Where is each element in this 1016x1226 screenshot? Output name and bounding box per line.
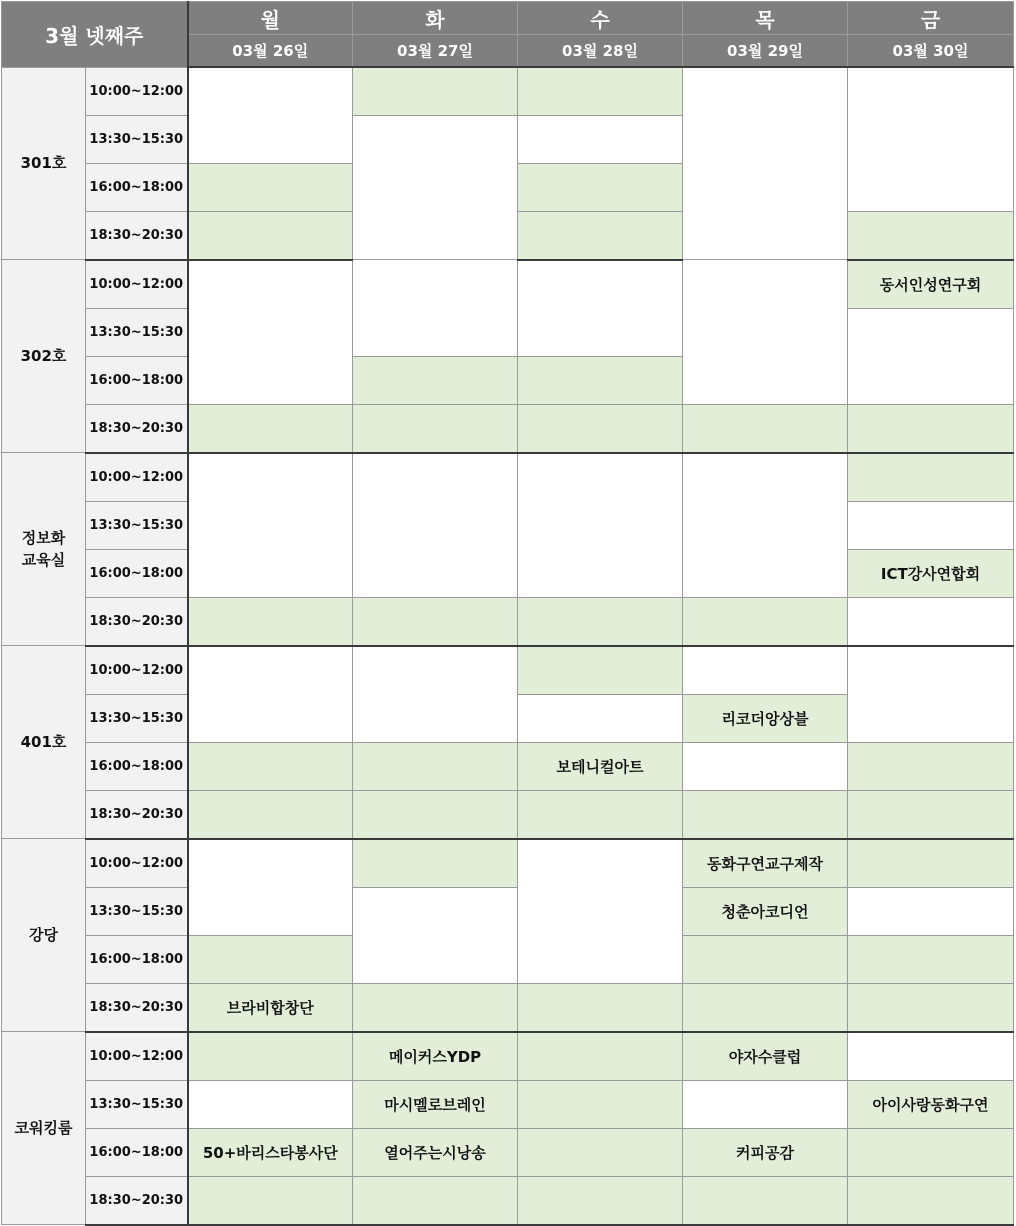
slot-wed [518,694,683,742]
slot-fri: 아이사랑동화구연 [848,1080,1014,1128]
time-slot-label: 16:00~18:00 [86,163,188,211]
slot-thu [683,790,848,839]
slot-fri [848,1128,1014,1176]
slot-wed [518,597,683,646]
slot-tue: 메이커스YDP [353,1032,518,1081]
day-header-wed: 수 [518,2,683,35]
slot-wed [518,356,683,404]
time-slot-label: 13:30~15:30 [86,501,188,549]
slot-wed [518,646,683,695]
time-slot-label: 13:30~15:30 [86,887,188,935]
slot-tue [353,1176,518,1225]
time-slot-label: 18:30~20:30 [86,790,188,839]
slot-wed [518,163,683,211]
slot-wed [518,211,683,260]
slot-fri [848,453,1014,502]
time-slot-label: 13:30~15:30 [86,115,188,163]
table-row [2,453,1014,502]
time-slot-label: 10:00~12:00 [86,453,188,502]
slot-tue: 열어주는시낭송 [353,1128,518,1176]
slot-mon [188,67,353,163]
slot-wed [518,983,683,1032]
slot-tue [353,839,518,888]
slot-wed [518,453,683,598]
slot-mon [188,935,353,983]
table-row [2,260,1014,309]
slot-fri [848,404,1014,453]
slot-fri [848,67,1014,211]
slot-tue [353,115,518,260]
slot-fri [848,1032,1014,1081]
time-slot-label: 10:00~12:00 [86,839,188,888]
table-row [2,983,1014,1032]
slot-wed [518,1080,683,1128]
day-header-tue: 화 [353,2,518,35]
slot-mon [188,646,353,743]
slot-thu: 커피공감 [683,1128,848,1176]
time-slot-label: 10:00~12:00 [86,1032,188,1081]
date-header-wed: 03월 28일 [518,35,683,68]
slot-fri: 동서인성연구회 [848,260,1014,309]
table-row [2,742,1014,790]
room-label: 강당 [2,839,86,1032]
slot-tue [353,453,518,598]
slot-mon [188,211,353,260]
slot-mon [188,790,353,839]
day-header-thu: 목 [683,2,848,35]
room-label: 401호 [2,646,86,839]
slot-thu [683,742,848,790]
date-header-mon: 03월 26일 [188,35,353,68]
slot-thu [683,983,848,1032]
time-slot-label: 16:00~18:00 [86,549,188,597]
slot-wed [518,1128,683,1176]
slot-fri [848,1176,1014,1225]
slot-thu: 청춘아코디언 [683,887,848,935]
slot-thu [683,453,848,598]
slot-fri [848,887,1014,935]
slot-thu [683,1080,848,1128]
slot-fri [848,646,1014,743]
slot-wed [518,115,683,163]
time-slot-label: 16:00~18:00 [86,935,188,983]
slot-tue [353,597,518,646]
slot-mon [188,260,353,405]
table-row [2,887,1014,935]
table-row [2,1080,1014,1128]
table-row [2,646,1014,695]
time-slot-label: 13:30~15:30 [86,308,188,356]
slot-mon [188,1080,353,1128]
date-header-fri: 03월 30일 [848,35,1014,68]
date-header-tue: 03월 27일 [353,35,518,68]
slot-mon [188,404,353,453]
slot-thu: 야자수클럽 [683,1032,848,1081]
slot-tue: 마시멜로브레인 [353,1080,518,1128]
time-slot-label: 10:00~12:00 [86,67,188,115]
table-row [2,1176,1014,1225]
time-slot-label: 13:30~15:30 [86,1080,188,1128]
time-slot-label: 18:30~20:30 [86,983,188,1032]
slot-fri [848,308,1014,404]
time-slot-label: 18:30~20:30 [86,1176,188,1225]
table-row [2,1128,1014,1176]
time-slot-label: 10:00~12:00 [86,646,188,695]
room-label: 정보화 교육실 [2,453,86,646]
slot-fri [848,839,1014,888]
room-label: 302호 [2,260,86,453]
slot-wed [518,404,683,453]
slot-thu [683,67,848,260]
room-label: 301호 [2,67,86,260]
slot-wed [518,1032,683,1081]
slot-fri: ICT강사연합회 [848,549,1014,597]
time-slot-label: 18:30~20:30 [86,597,188,646]
slot-mon: 50+바리스타봉사단 [188,1128,353,1176]
table-row [2,1032,1014,1081]
slot-fri [848,790,1014,839]
time-slot-label: 16:00~18:00 [86,356,188,404]
slot-tue [353,887,518,983]
slot-thu [683,404,848,453]
slot-wed [518,1176,683,1225]
table-row [2,790,1014,839]
table-row [2,67,1014,115]
time-slot-label: 10:00~12:00 [86,260,188,309]
slot-mon [188,453,353,598]
slot-tue [353,67,518,115]
slot-tue [353,646,518,743]
slot-thu [683,260,848,405]
time-slot-label: 18:30~20:30 [86,211,188,260]
slot-tue [353,790,518,839]
slot-wed [518,839,683,984]
time-slot-label: 16:00~18:00 [86,742,188,790]
slot-tue [353,983,518,1032]
time-slot-label: 13:30~15:30 [86,694,188,742]
slot-mon [188,1176,353,1225]
slot-fri [848,211,1014,260]
table-row [2,597,1014,646]
slot-thu [683,1176,848,1225]
day-header-mon: 월 [188,2,353,35]
slot-tue [353,404,518,453]
slot-fri [848,983,1014,1032]
table-row [2,839,1014,888]
slot-mon [188,742,353,790]
room-label: 코워킹룸 [2,1032,86,1225]
slot-thu [683,597,848,646]
slot-mon [188,163,353,211]
slot-fri [848,501,1014,549]
slot-thu: 동화구연교구제작 [683,839,848,888]
slot-mon [188,1032,353,1081]
slot-mon [188,839,353,936]
time-slot-label: 18:30~20:30 [86,404,188,453]
slot-thu [683,935,848,983]
slot-thu: 리코더앙상블 [683,694,848,742]
slot-wed [518,790,683,839]
table-row [2,404,1014,453]
slot-fri [848,597,1014,646]
time-slot-label: 16:00~18:00 [86,1128,188,1176]
slot-tue [353,260,518,357]
slot-wed [518,67,683,115]
date-header-thu: 03월 29일 [683,35,848,68]
slot-tue [353,356,518,404]
slot-mon: 브라비합창단 [188,983,353,1032]
slot-wed [518,260,683,357]
slot-fri [848,742,1014,790]
slot-thu [683,646,848,695]
schedule-body [2,67,1014,1225]
day-header-fri: 금 [848,2,1014,35]
slot-tue [353,742,518,790]
slot-wed: 보테니컬아트 [518,742,683,790]
slot-fri [848,935,1014,983]
weekly-room-schedule-table [1,1,1014,1226]
week-title: 3월 넷째주 [2,2,188,68]
slot-mon [188,597,353,646]
